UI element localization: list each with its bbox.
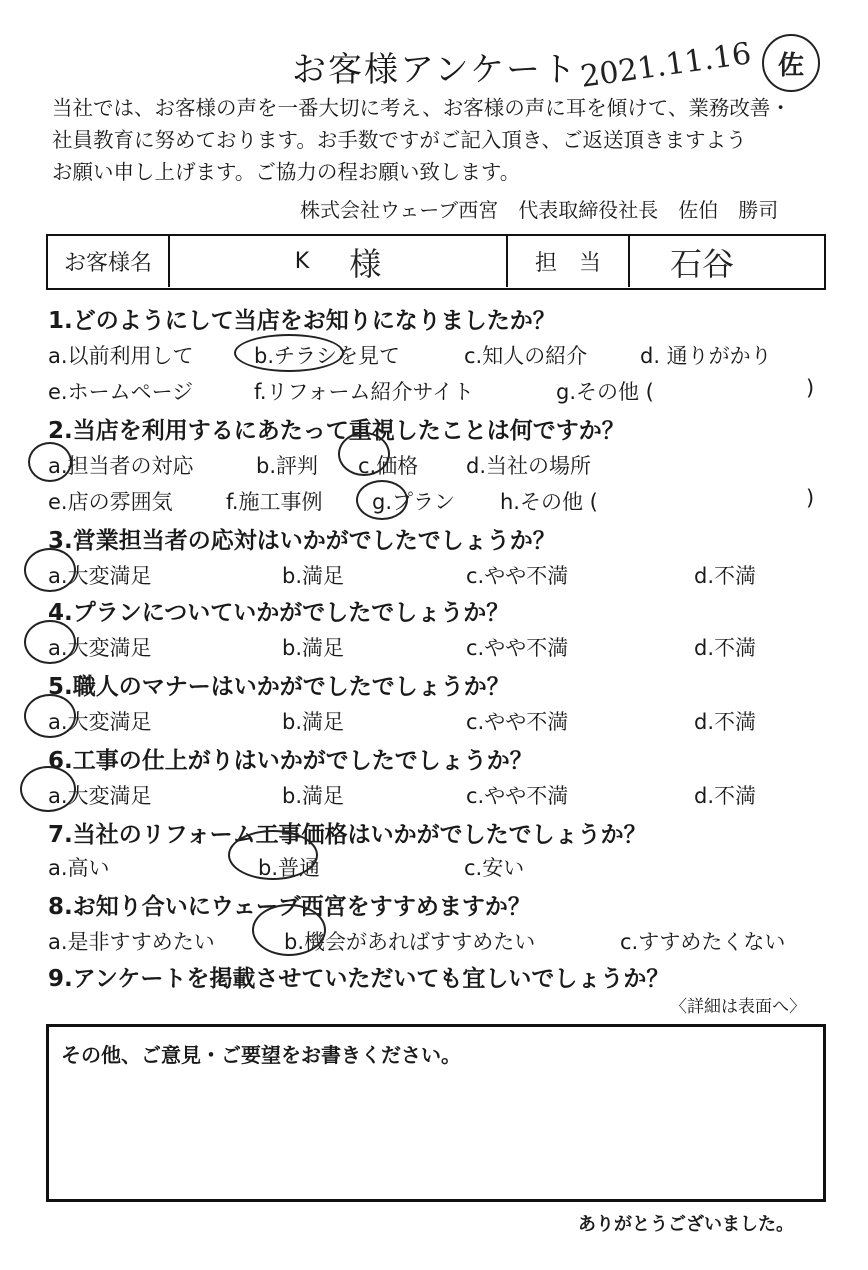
q5-option-d: d.不満 bbox=[694, 710, 757, 734]
q2-option-b: b.評判 bbox=[256, 454, 319, 478]
question-2: 2.当店を利用するにあたって重視したことは何ですか？ bbox=[48, 418, 625, 444]
q1-option-a: a.以前利用して bbox=[48, 344, 194, 368]
detail-note: 〈詳細は表面へ〉 bbox=[670, 997, 806, 1017]
q5-option-b: b.満足 bbox=[282, 710, 345, 734]
q3-option-c: c.やや不満 bbox=[466, 564, 569, 588]
q4-option-c: c.やや不満 bbox=[466, 636, 569, 660]
q2-selected-circle-c bbox=[338, 432, 390, 476]
customer-value-cell bbox=[170, 236, 508, 287]
q7-selected-circle bbox=[228, 830, 321, 880]
q2-option-a: a.担当者の対応 bbox=[48, 454, 194, 478]
question-7: 7.当社のリフォーム工事価格はいかがでしたでしょうか？ bbox=[48, 822, 647, 848]
comment-box[interactable] bbox=[46, 1024, 826, 1202]
question-4: 4.プランについていかがでしたでしょうか？ bbox=[48, 600, 510, 626]
customer-label: お客様名 bbox=[63, 251, 152, 276]
q2-option-g: g.プラン bbox=[372, 490, 456, 514]
staff-label-cell bbox=[508, 236, 630, 287]
q2-option-d: d.当社の場所 bbox=[466, 454, 592, 478]
q3-option-d: d.不満 bbox=[694, 564, 757, 588]
customer-honorific: 様 bbox=[349, 244, 382, 283]
q2-option-h: h.その他 ( bbox=[500, 490, 598, 514]
question-1: 1.どのようにして当店をお知りになりましたか？ bbox=[48, 308, 556, 334]
q1-option-f: f.リフォーム紹介サイト bbox=[254, 380, 475, 404]
q2-selected-circle-a bbox=[28, 442, 72, 482]
intro-line-3: お願い申し上げます。ご協力の程お願い致します。 bbox=[52, 160, 521, 184]
q7-option-a: a.高い bbox=[48, 856, 110, 880]
q2-option-e: e.店の雰囲気 bbox=[48, 490, 173, 514]
q1-option-b: b.チラシを見て bbox=[254, 344, 401, 368]
q3-option-a: a.大変満足 bbox=[48, 564, 152, 588]
q8-selected-circle bbox=[252, 904, 326, 956]
intro-line-1: 当社では、お客様の声を一番大切に考え、お客様の声に耳を傾けて、業務改善・ bbox=[52, 96, 791, 120]
q4-option-a: a.大変満足 bbox=[48, 636, 152, 660]
handwritten-date: 2021.11.16 bbox=[578, 36, 754, 95]
comment-label: その他、ご意見・ご要望をお書きください。 bbox=[61, 1043, 461, 1067]
q3-option-b: b.満足 bbox=[282, 564, 345, 588]
customer-name: K bbox=[294, 249, 310, 274]
q5-selected-circle bbox=[24, 694, 76, 738]
q2-option-c: c.価格 bbox=[358, 454, 419, 478]
intro-line-2: 社員教育に努めております。お手数ですがご記入頂き、ご返送頂きますよう bbox=[52, 128, 747, 152]
closing-thanks: ありがとうございました。 bbox=[578, 1214, 794, 1235]
q2-option-f: f.施工事例 bbox=[226, 490, 323, 514]
q3-selected-circle bbox=[24, 548, 76, 592]
q5-option-c: c.やや不満 bbox=[466, 710, 569, 734]
q8-option-a: a.是非すすめたい bbox=[48, 930, 215, 954]
q2-option-h-close: ) bbox=[806, 486, 815, 510]
q1-option-e: e.ホームページ bbox=[48, 380, 194, 404]
q1-option-g: g.その他 ( bbox=[556, 380, 654, 404]
q2-selected-circle-g bbox=[356, 480, 408, 520]
approval-stamp: 佐 bbox=[762, 34, 820, 92]
q4-selected-circle bbox=[24, 620, 76, 664]
staff-label: 担 当 bbox=[534, 251, 601, 276]
customer-header-box bbox=[46, 234, 826, 290]
staff-value-cell bbox=[630, 236, 823, 287]
q1-selected-circle bbox=[234, 334, 344, 372]
question-6: 6.工事の仕上がりはいかがでしたでしょうか？ bbox=[48, 748, 533, 774]
customer-label-cell bbox=[48, 236, 170, 287]
question-3: 3.営業担当者の応対はいかがでしたでしょうか？ bbox=[48, 528, 556, 554]
q1-option-g-close: ) bbox=[806, 376, 815, 400]
q4-option-b: b.満足 bbox=[282, 636, 345, 660]
q7-option-c: c.安い bbox=[464, 856, 525, 880]
survey-title: お客様アンケート bbox=[292, 50, 578, 90]
staff-name: 石谷 bbox=[670, 244, 735, 283]
question-8: 8.お知り合いにウェーブ西宮をすすめますか？ bbox=[48, 894, 531, 920]
q8-option-b: b.機会があればすすめたい bbox=[284, 930, 536, 954]
q1-option-c: c.知人の紹介 bbox=[464, 344, 588, 368]
q6-option-c: c.やや不満 bbox=[466, 784, 569, 808]
q1-option-d: d. 通りがかり bbox=[640, 344, 772, 368]
q6-option-a: a.大変満足 bbox=[48, 784, 152, 808]
question-5: 5.職人のマナーはいかがでしたでしょうか？ bbox=[48, 674, 510, 700]
q6-option-b: b.満足 bbox=[282, 784, 345, 808]
question-9: 9.アンケートを掲載させていただいても宜しいでしょうか？ bbox=[48, 966, 670, 992]
q4-option-d: d.不満 bbox=[694, 636, 757, 660]
q6-option-d: d.不満 bbox=[694, 784, 757, 808]
q6-selected-circle bbox=[20, 766, 76, 812]
q5-option-a: a.大変満足 bbox=[48, 710, 152, 734]
q8-option-c: c.すすめたくない bbox=[620, 930, 786, 954]
company-signature: 株式会社ウェーブ西宮 代表取締役社長 佐伯 勝司 bbox=[300, 198, 779, 222]
q7-option-b: b.普通 bbox=[258, 856, 321, 880]
